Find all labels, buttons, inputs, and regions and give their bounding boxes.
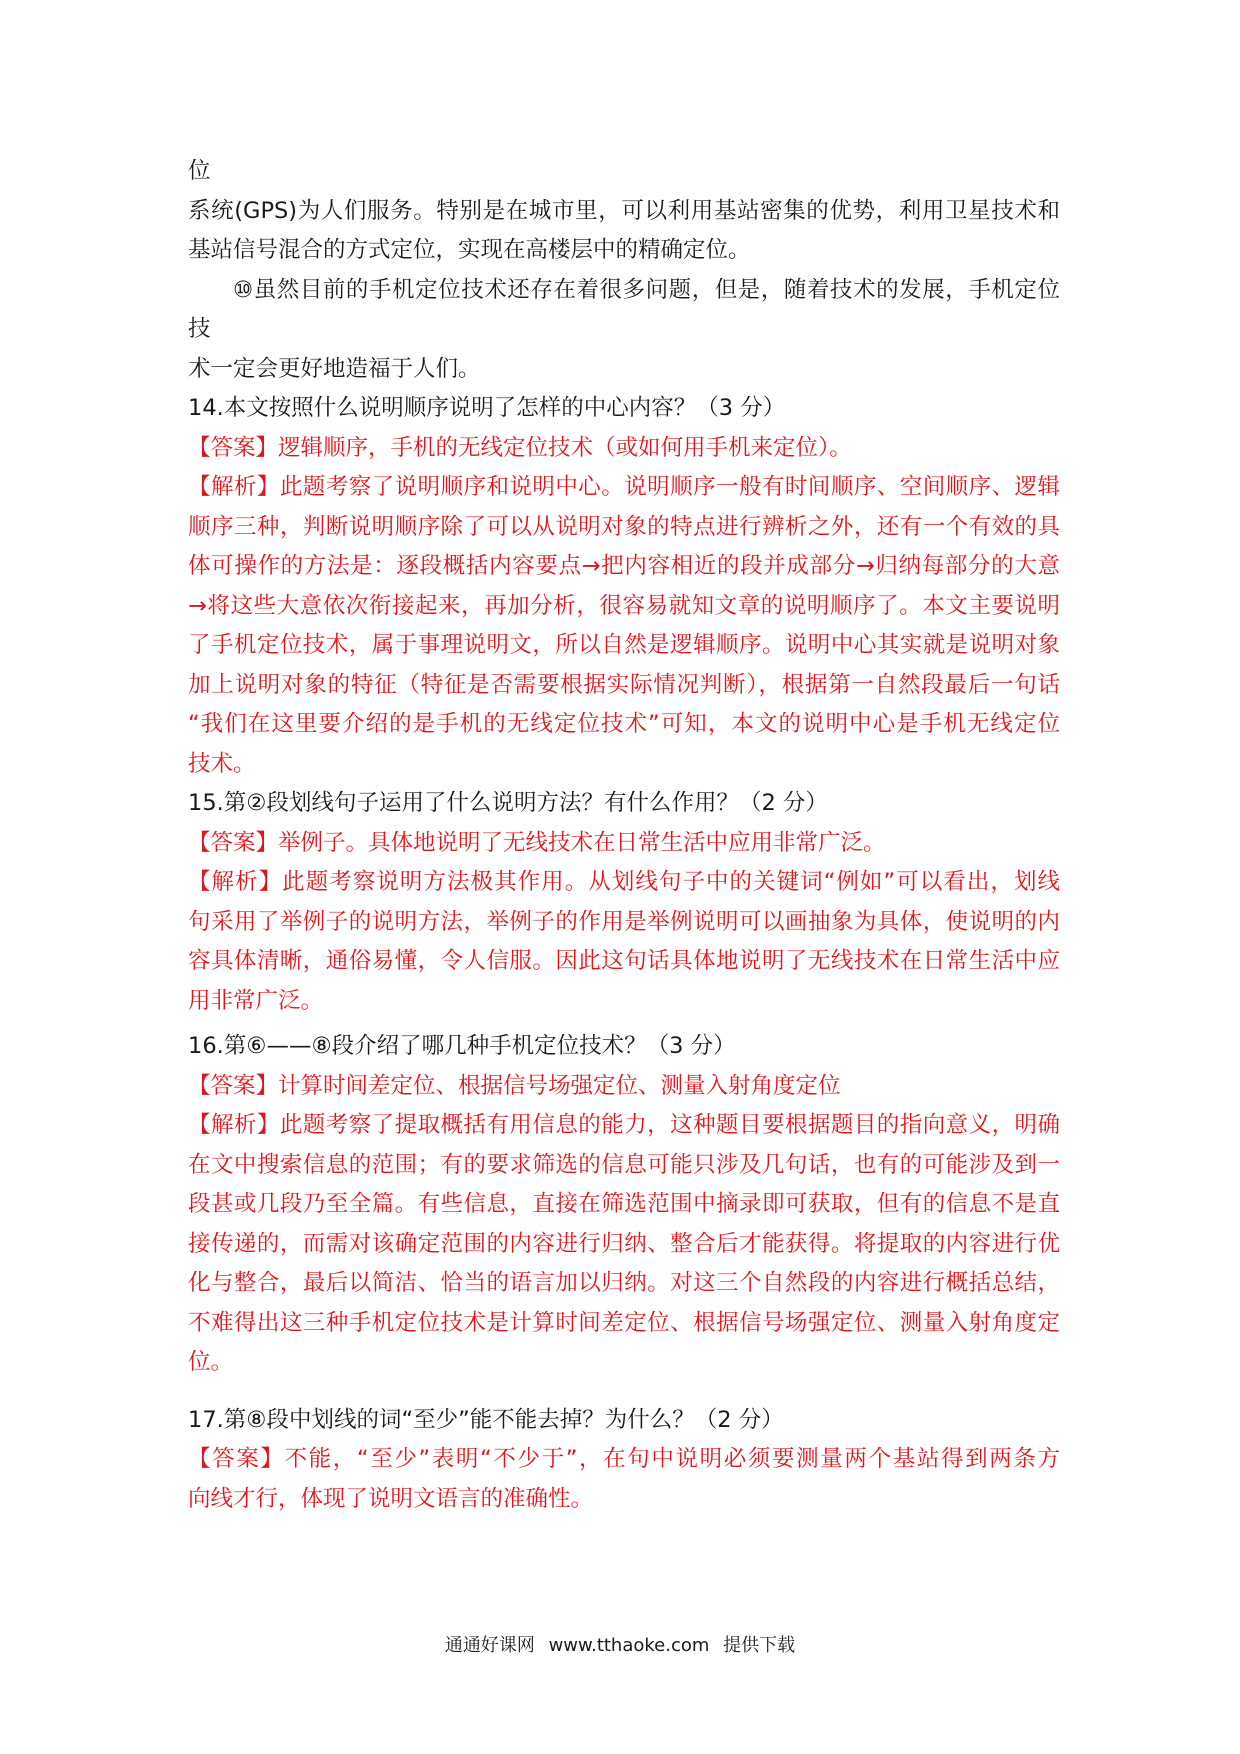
- analysis-16-line: 不难得出这三种手机定位技术是计算时间差定位、根据信号场强定位、测量入射角度定: [188, 1309, 1060, 1336]
- question-14: 14.本文按照什么说明顺序说明了怎样的中心内容？（3 分）: [188, 395, 786, 421]
- answer-17-line: 【答案】不能，“至少”表明“不少于”，在句中说明必须要测量两个基站得到两条方: [188, 1446, 1060, 1472]
- analysis-14-line: 体可操作的方法是：逐段概括内容要点→把内容相近的段并成部分→归纳每部分的大意: [188, 553, 1060, 579]
- analysis-16-line: 接传递的，而需对该确定范围的内容进行归纳、整合后才能获得。将提取的内容进行优: [188, 1230, 1060, 1257]
- analysis-14-line: 加上说明对象的特征（特征是否需要根据实际情况判断），根据第一自然段最后一句话: [188, 671, 1060, 698]
- answer-15: 【答案】举例子。具体地说明了无线技术在日常生活中应用非常广泛。: [188, 829, 886, 856]
- analysis-16-line: 在文中搜索信息的范围；有的要求筛选的信息可能只涉及几句话，也有的可能涉及到一: [188, 1151, 1060, 1178]
- passage-line: 基站信号混合的方式定位，实现在高楼层中的精确定位。: [188, 237, 751, 263]
- footer-domain-link[interactable]: www.tthaoke.com: [548, 1635, 710, 1656]
- analysis-16-line: 段甚或几段乃至全篇。有些信息，直接在筛选范围中摘录即可获取，但有的信息不是直: [188, 1191, 1060, 1217]
- analysis-14-line: 技术。: [188, 750, 256, 777]
- passage-line: 技: [188, 316, 211, 342]
- passage-paragraph-10: ⑩虽然目前的手机定位技术还存在着很多问题，但是，随着技术的发展，手机定位: [233, 276, 1060, 303]
- passage-line: 术一定会更好地造福于人们。: [188, 355, 481, 382]
- analysis-14-line: 了手机定位技术，属于事理说明文，所以自然是逻辑顺序。说明中心其实就是说明对象: [188, 632, 1060, 658]
- analysis-15-line: 容具体清晰，通俗易懂，令人信服。因此这句话具体地说明了无线技术在日常生活中应: [188, 948, 1060, 974]
- footer-site-name: 通通好课网: [444, 1635, 535, 1656]
- analysis-15-line: 用非常广泛。: [188, 987, 324, 1014]
- analysis-14-line: “我们在这里要介绍的是手机的无线定位技术”可知，本文的说明中心是手机无线定位: [188, 711, 1060, 737]
- answer-14: 【答案】逻辑顺序，手机的无线定位技术（或如何用手机来定位）。: [188, 434, 852, 461]
- analysis-16-line: 位。: [188, 1349, 234, 1375]
- answer-17-line: 向线才行，体现了说明文语言的准确性。: [188, 1485, 594, 1512]
- footer-download-text: 提供下载: [723, 1635, 796, 1656]
- passage-line: 系统(GPS)为人们服务。特别是在城市里，可以利用基站密集的优势，利用卫星技术和: [188, 197, 1060, 224]
- page-footer: [0, 1631, 1240, 1657]
- answer-16: 【答案】计算时间差定位、根据信号场强定位、测量入射角度定位: [188, 1072, 841, 1099]
- analysis-14-line: →将这些大意依次衔接起来，再加分析，很容易就知文章的说明顺序了。本文主要说明: [188, 592, 1060, 619]
- analysis-14-line: 【解析】此题考察了说明顺序和说明中心。说明顺序一般有时间顺序、空间顺序、逻辑: [188, 474, 1060, 500]
- analysis-14-line: 顺序三种，判断说明顺序除了可以从说明对象的特点进行辨析之外，还有一个有效的具: [188, 513, 1060, 540]
- analysis-15-line: 句采用了举例子的说明方法，举例子的作用是举例说明可以画抽象为具体，使说明的内: [188, 908, 1060, 935]
- question-15: 15.第②段划线句子运用了什么说明方法？有什么作用？（2 分）: [188, 790, 828, 816]
- question-16: 16.第⑥——⑧段介绍了哪几种手机定位技术？（3 分）: [188, 1033, 736, 1059]
- passage-line: 位: [188, 158, 211, 184]
- analysis-16-line: 化与整合，最后以简洁、恰当的语言加以归纳。对这三个自然段的内容进行概括总结，: [188, 1270, 1060, 1296]
- question-17: 17.第⑧段中划线的词“至少”能不能去掉？为什么？（2 分）: [188, 1406, 784, 1433]
- analysis-15-line: 【解析】此题考察说明方法极其作用。从划线句子中的关键词“例如”可以看出，划线: [188, 869, 1060, 895]
- document-page: [188, 152, 1060, 1519]
- analysis-16-line: 【解析】此题考察了提取概括有用信息的能力，这种题目要根据题目的指向意义，明确: [188, 1112, 1060, 1138]
